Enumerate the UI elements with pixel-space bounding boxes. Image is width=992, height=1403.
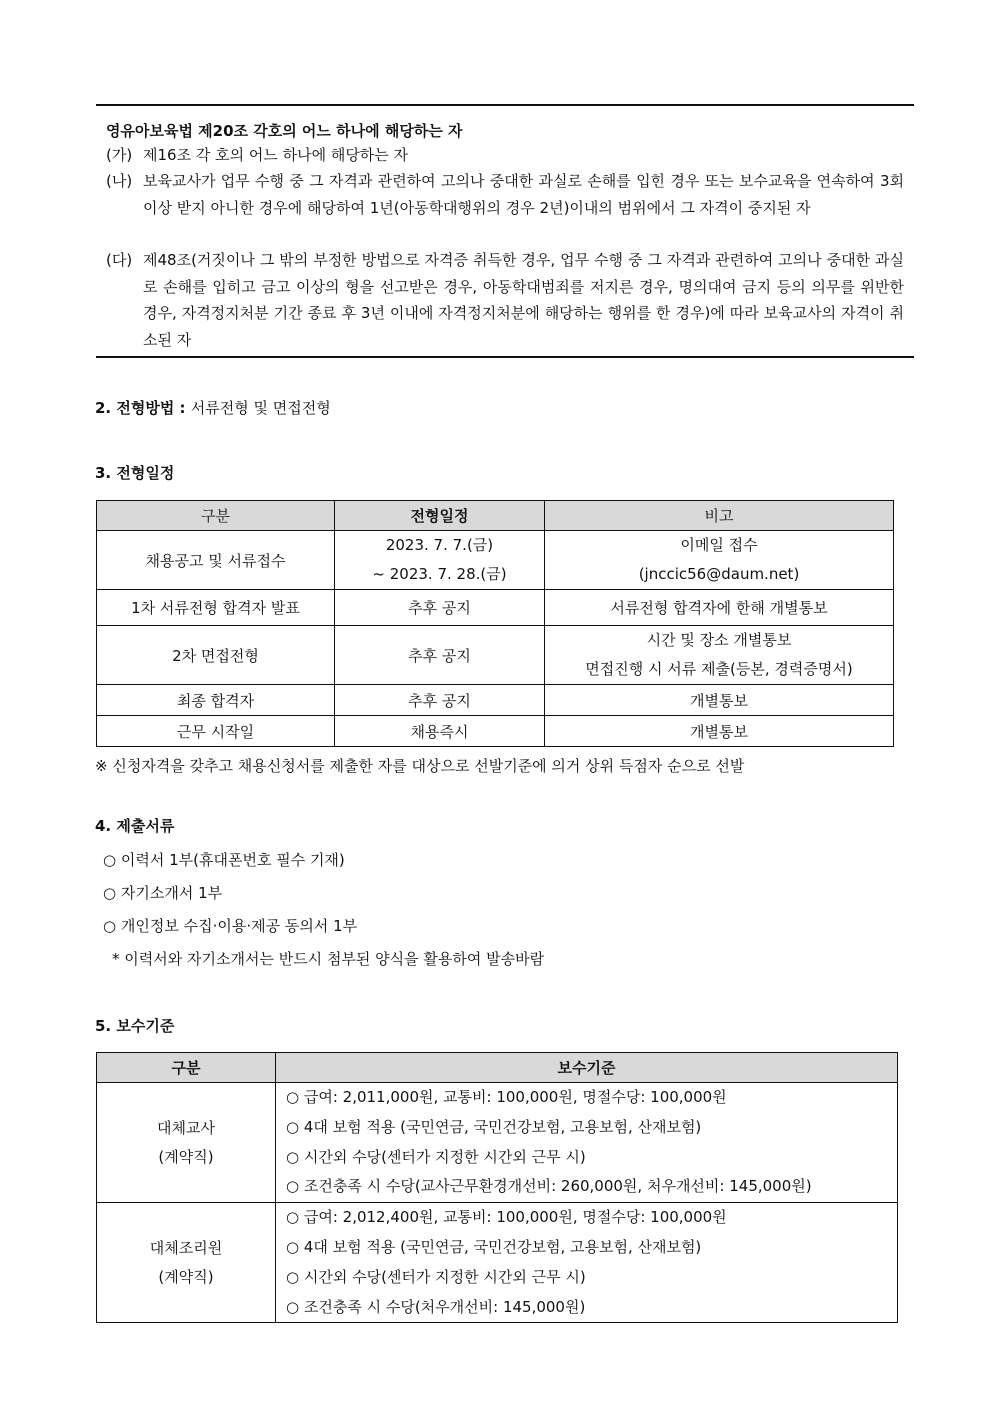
- row-note: [545, 626, 894, 685]
- row-note: 서류전형 합격자에 한해 개별통보: [545, 590, 894, 626]
- item-mark: (나): [106, 172, 133, 190]
- row-schedule: 추후 공지: [335, 590, 545, 626]
- row-schedule: 추후 공지: [335, 626, 545, 685]
- row-label: 2차 면접전형: [97, 626, 335, 685]
- table-row: [97, 1083, 898, 1203]
- header-schedule: 전형일정: [335, 501, 545, 531]
- header-pay: 보수기준: [276, 1053, 898, 1083]
- section-2-value: 서류전형 및 면접전형: [190, 399, 331, 417]
- table-row: [97, 1203, 898, 1323]
- qualification-item-ga: [106, 142, 904, 169]
- pay-line: ○ 시간외 수당(센터가 지정한 시간외 근무 시): [286, 1147, 586, 1166]
- pay-line: ○ 급여: 2,012,400원, 교통비: 100,000원, 명절수당: 100,000원: [286, 1208, 727, 1227]
- schedule-line: 2023. 7. 7.(금): [385, 536, 494, 554]
- table-row: [97, 531, 894, 590]
- document-item: ○ 자기소개서 1부: [103, 884, 223, 902]
- row-schedule: 채용즉시: [335, 716, 545, 747]
- qualification-item-da: [106, 247, 904, 353]
- item-text: 보육교사가 업무 수행 중 그 자격과 관련하여 고의나 중대한 과실로 손해를 입힌 경우 또는 보수교육을 연속하여 3회 이상 받지 아니한 경우에 해당하여 1년(아동학대행위의 경우 2년)이내의 범위에서 그 자격이 중지된 자: [143, 172, 904, 217]
- label-line: 대체조리원: [149, 1238, 223, 1257]
- pay-table: [96, 1052, 898, 1323]
- section-5-heading: 5. 보수기준: [95, 1017, 175, 1035]
- qualification-item-na: [106, 168, 904, 221]
- label-line: 대체교사: [157, 1118, 215, 1137]
- table-header-row: [97, 1053, 898, 1083]
- row-label: 1차 서류전형 합격자 발표: [97, 590, 335, 626]
- table-row: [97, 590, 894, 626]
- pay-line: ○ 급여: 2,011,000원, 교통비: 100,000원, 명절수당: 100,000원: [286, 1088, 727, 1106]
- item-mark: (가): [106, 146, 133, 164]
- row-note: 개별통보: [545, 716, 894, 747]
- document-item: ○ 이력서 1부(휴대폰번호 필수 기재): [103, 851, 345, 869]
- document-note: * 이력서와 자기소개서는 반드시 첨부된 양식을 활용하여 발송바람: [112, 950, 545, 968]
- row-note: 개별통보: [545, 685, 894, 716]
- row-pay-details: [276, 1203, 898, 1323]
- row-label: 채용공고 및 서류접수: [97, 531, 335, 590]
- schedule-line: ~ 2023. 7. 28.(금): [372, 565, 507, 583]
- table-header-row: [97, 501, 894, 531]
- note-line: 이메일 접수: [680, 536, 758, 554]
- pay-line: ○ 시간외 수당(센터가 지정한 시간외 근무 시): [286, 1267, 586, 1286]
- row-label: [97, 1203, 276, 1323]
- section-4-heading: 4. 제출서류: [95, 817, 175, 835]
- document-item: ○ 개인정보 수집·이용·제공 동의서 1부: [103, 917, 358, 935]
- header-note: 비고: [545, 501, 894, 531]
- pay-line: ○ 조건충족 시 수당(교사근무환경개선비: 260,000원, 처우개선비: 145,000원): [286, 1177, 812, 1196]
- row-label: 근무 시작일: [97, 716, 335, 747]
- schedule-footnote: ※ 신청자격을 갖추고 채용신청서를 제출한 자를 대상으로 선발기준에 의거 상위 득점자 순으로 선발: [95, 757, 745, 775]
- row-schedule: 추후 공지: [335, 685, 545, 716]
- pay-line: ○ 4대 보험 적용 (국민연금, 국민건강보험, 고용보험, 산재보험): [286, 1117, 702, 1136]
- row-schedule: [335, 531, 545, 590]
- note-line: 면접진행 시 서류 제출(등본, 경력증명서): [585, 660, 853, 678]
- note-line: 시간 및 장소 개별통보: [646, 631, 792, 649]
- section-2-title: 2. 전형방법 :: [95, 399, 186, 417]
- item-text: 제16조 각 호의 어느 하나에 해당하는 자: [143, 146, 409, 164]
- section-3-heading: 3. 전형일정: [95, 464, 175, 482]
- row-note: [545, 531, 894, 590]
- row-pay-details: [276, 1083, 898, 1203]
- header-category: 구분: [97, 501, 335, 531]
- qualification-title: 영유아보육법 제20조 각호의 어느 하나에 해당하는 자: [106, 122, 463, 140]
- item-text: 제48조(거짓이나 그 밖의 부정한 방법으로 자격증 취득한 경우, 업무 수행 중 그 자격과 관련하여 고의나 중대한 과실로 손해를 입히고 금고 이상의 형을 선고받은 경우, 아동학대범죄를 저지른 경우, 명의대여 금지 등의 의무를 위반한 경우, 자격정지처분 기간 종료 후 3년 이내에 자격정지처분에 해당하는 행위를 한 경우)에 따라 보육교사의 자격이 취소된 자: [143, 251, 904, 349]
- pay-line: ○ 4대 보험 적용 (국민연금, 국민건강보험, 고용보험, 산재보험): [286, 1237, 702, 1256]
- item-mark: (다): [106, 251, 133, 269]
- pay-line: ○ 조건충족 시 수당(처우개선비: 145,000원): [286, 1297, 586, 1316]
- label-line: (계약직): [158, 1147, 214, 1166]
- table-row: [97, 716, 894, 747]
- row-label: [97, 1083, 276, 1203]
- row-label: 최종 합격자: [97, 685, 335, 716]
- note-line: (jnccic56@daum.net): [638, 565, 800, 583]
- table-row: [97, 685, 894, 716]
- section-2-heading: [95, 397, 331, 418]
- schedule-table: [96, 500, 894, 747]
- header-category: 구분: [97, 1053, 276, 1083]
- label-line: (계약직): [158, 1267, 214, 1286]
- qualification-box: [96, 104, 914, 358]
- table-row: [97, 626, 894, 685]
